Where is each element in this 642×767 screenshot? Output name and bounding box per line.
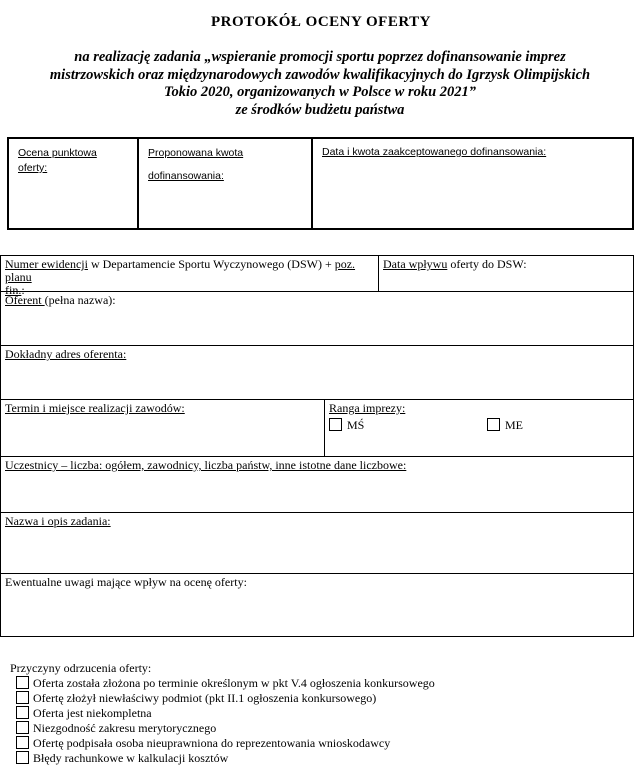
form-row xyxy=(1,512,633,573)
checkbox-icon[interactable] xyxy=(16,751,29,764)
reg-number-label: poz. planu xyxy=(5,257,356,284)
amount-cell[interactable] xyxy=(137,139,311,228)
checkbox-icon[interactable] xyxy=(16,736,29,749)
form-row xyxy=(1,256,633,297)
address-field[interactable]: Dokładny adres oferenta: xyxy=(5,347,127,361)
accepted-cell[interactable] xyxy=(311,139,632,228)
receipt-label: oferty do DSW: xyxy=(447,257,527,271)
document-title: PROTOKÓŁ OCENY OFERTY xyxy=(211,14,431,30)
rank-field xyxy=(324,400,633,456)
rejection-item-label: Oferta została złożona po terminie określonym w pkt V.4 ogłoszenia konkursowego xyxy=(33,676,435,690)
checkbox-icon[interactable] xyxy=(329,418,342,431)
score-label: oferty: xyxy=(18,162,48,174)
receipt-date-field[interactable] xyxy=(378,256,633,291)
form-row xyxy=(1,456,633,512)
form-row xyxy=(1,399,633,456)
rejection-title: Przyczyny odrzucenia oferty: xyxy=(10,661,152,675)
rejection-item-label: Niezgodność zakresu merytorycznego xyxy=(33,721,217,735)
reg-number-label: w Departamencie Sportu Wyczynowego (DSW) + xyxy=(87,257,335,271)
checkbox-icon[interactable] xyxy=(16,691,29,704)
checkbox-icon[interactable] xyxy=(16,721,29,734)
rejection-item[interactable] xyxy=(10,736,435,751)
subtitle-line: na realizację zadania „wspieranie promocji sportu poprzez dofinansowanie imprez xyxy=(74,49,566,65)
rank-label: Ranga imprezy: xyxy=(329,401,406,415)
form-row xyxy=(1,291,633,345)
reg-number-label: fin. xyxy=(5,283,22,297)
score-cell[interactable] xyxy=(9,139,137,228)
rejection-item-label: Ofertę złożył niewłaściwy podmiot (pkt II.1 ogłoszenia konkursowego) xyxy=(33,691,377,705)
task-name-field[interactable]: Nazwa i opis zadania: xyxy=(5,514,111,528)
checkbox-icon[interactable] xyxy=(487,418,500,431)
amount-label: Proponowana kwota xyxy=(148,147,244,159)
accepted-label: Data i kwota zaakceptowanego dofinansowania: xyxy=(322,146,547,158)
rejection-item[interactable] xyxy=(10,721,435,736)
checkbox-icon[interactable] xyxy=(16,706,29,719)
reg-number-label: : xyxy=(21,283,25,297)
offer-form xyxy=(0,255,634,637)
receipt-label: Data wpływu xyxy=(383,257,448,271)
form-row xyxy=(1,573,633,636)
rank-ms-label: MŚ xyxy=(347,418,365,432)
reg-number-field[interactable] xyxy=(1,256,378,297)
rejection-item[interactable] xyxy=(10,751,435,766)
rejection-item-label: Oferta jest niekompletna xyxy=(33,706,152,720)
offerer-field[interactable] xyxy=(1,292,633,345)
subtitle-line: Tokio 2020, organizowanych w Polsce w roku 2021” xyxy=(163,84,477,100)
evaluation-box xyxy=(7,137,634,230)
rejection-item-label: Błędy rachunkowe w kalkulacji kosztów xyxy=(33,751,229,765)
rank-me-label: ME xyxy=(505,418,523,432)
rejection-item[interactable] xyxy=(10,691,435,706)
offerer-label: Oferent xyxy=(5,293,45,307)
checkbox-icon[interactable] xyxy=(16,676,29,689)
participants-field[interactable]: Uczestnicy – liczba: ogółem, zawodnicy, liczba państw, inne istotne dane liczbowe: xyxy=(5,458,407,472)
amount-label: dofinansowania: xyxy=(148,170,224,182)
score-label: Ocena punktowa xyxy=(18,147,97,159)
offerer-label: (pełna nazwa): xyxy=(44,293,116,307)
subtitle-line: ze środków budżetu państwa xyxy=(235,101,405,118)
subtitle-line: mistrzowskich oraz międzynarodowych zawodów kwalifikacyjnych do Igrzysk Olimpijskich xyxy=(49,66,591,83)
term-place-field[interactable]: Termin i miejsce realizacji zawodów: xyxy=(5,401,185,415)
form-row xyxy=(1,345,633,399)
reg-number-label: Numer ewidencji xyxy=(5,257,88,271)
rejection-reasons xyxy=(10,661,435,766)
rejection-item-label: Ofertę podpisała osoba nieuprawniona do reprezentowania wnioskodawcy xyxy=(33,736,391,750)
rank-ms-option[interactable] xyxy=(329,418,364,432)
remarks-field[interactable]: Ewentualne uwagi mające wpływ na ocenę oferty: xyxy=(5,575,247,589)
rejection-item[interactable] xyxy=(10,706,435,721)
rank-me-option[interactable] xyxy=(487,418,523,432)
document-subtitle xyxy=(20,49,620,119)
rejection-item[interactable] xyxy=(10,676,435,691)
